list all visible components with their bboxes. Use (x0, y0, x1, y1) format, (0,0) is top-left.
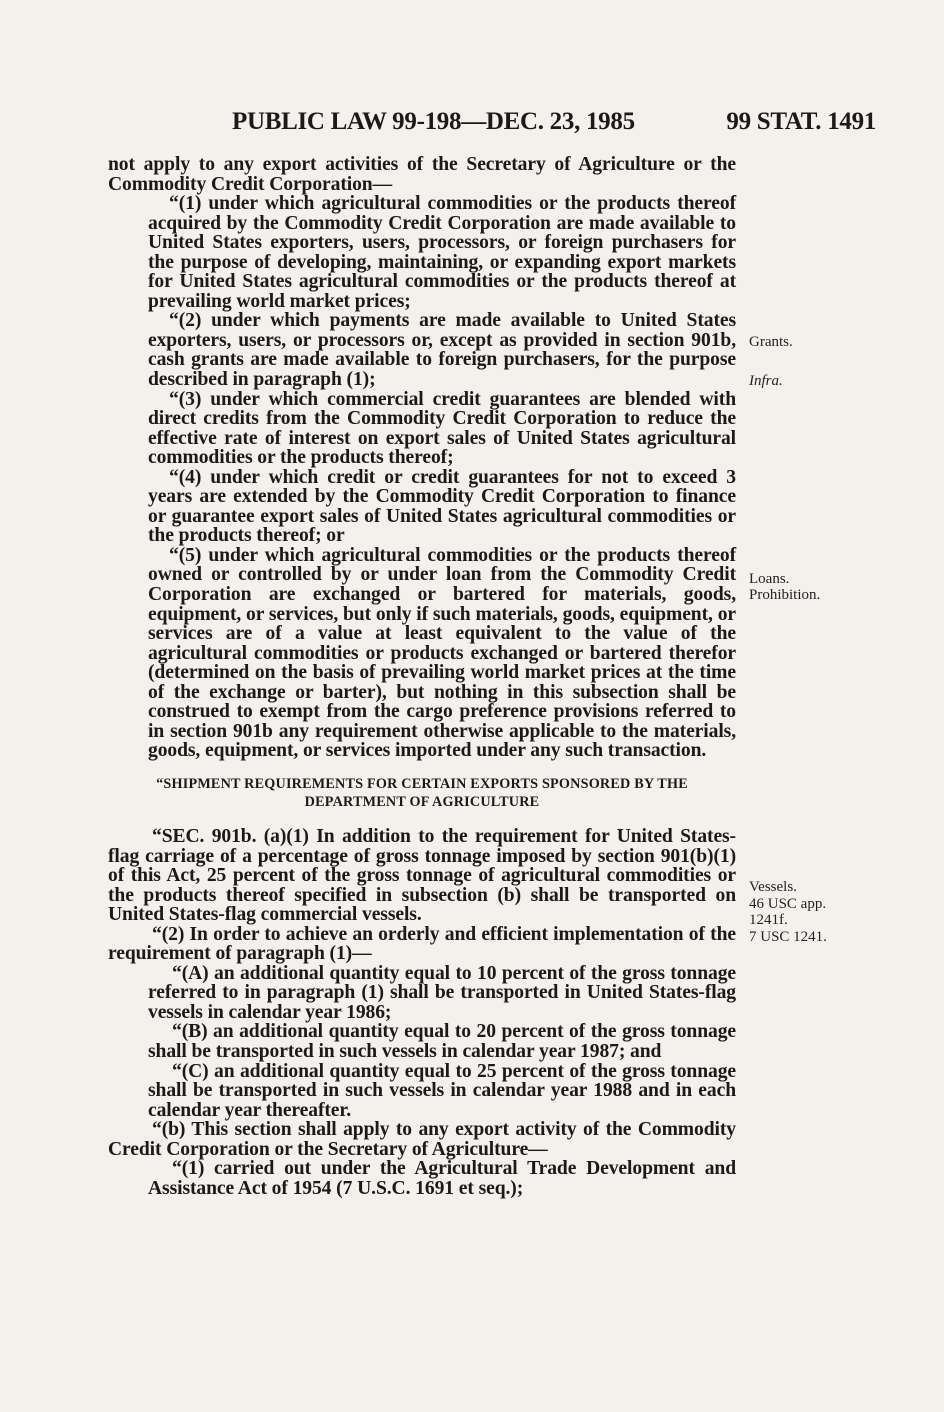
paragraph-1: “(1) under which agricultural commodities or the products thereof acquired by the Commodity Credit Corporation are made available to United States exporters, users, processors, or foreign purchasers for the purpose of developing, maintaining, or expanding export markets for United States agricultural commodities or the products thereof at prevailing world market prices; (148, 193, 736, 312)
margin-note-grants: Grants. (749, 334, 793, 350)
section-901b-a2: “(2) In order to achieve an orderly and efficient implementation of the requirement of paragraph (1)— (108, 923, 736, 965)
statute-page-number: 99 STAT. 1491 (726, 108, 876, 135)
margin-note-infra: Infra. (749, 373, 783, 389)
page-title: PUBLIC LAW 99-198—DEC. 23, 1985 (232, 108, 635, 135)
paragraph-3: “(3) under which commercial credit guarantees are blended with direct credits from the Commodity Credit Corporation to reduce the effective rate of interest on export sales of United States agricultural commodities or the products thereof; (148, 388, 736, 469)
margin-note-46-usc: 46 USC app. (749, 896, 827, 912)
paragraph-4: “(4) under which credit or credit guarantees for not to exceed 3 years are extended by the Commodity Credit Corporation to finance or guarantee export sales of United States agricultural commodities or the products thereof; or (148, 466, 736, 547)
subparagraph-a: “(A) an additional quantity equal to 10 percent of the gross tonnage referred to in paragraph (1) shall be transported in United States-flag vessels in calendar year 1986; (148, 962, 736, 1023)
margin-note-7-usc: 7 USC 1241. (749, 929, 827, 945)
margin-note-prohibition: Prohibition. (749, 587, 821, 603)
section-heading: “SHIPMENT REQUIREMENTS FOR CERTAIN EXPORTS SPONSORED BY THE DEPARTMENT OF AGRICULTURE (156, 775, 688, 810)
section-901b-b1: “(1) carried out under the Agricultural Trade Development and Assistance Act of 1954 (7 U.S.C. 1691 et seq.); (148, 1158, 736, 1199)
subparagraph-c: “(C) an additional quantity equal to 25 percent of the gross tonnage shall be transported in such vessels in calendar year 1988 and in each calendar year thereafter. (148, 1060, 736, 1121)
paragraph-2: “(2) under which payments are made available to United States exporters, users, or processors or, except as provided in section 901b, cash grants are made available to foreign purchasers, for the purpose described in paragraph (1); (148, 310, 736, 391)
page-header (108, 108, 878, 138)
paragraph-continuation: not apply to any export activities of the Secretary of Agriculture or the Commodity Credit Corporation— (108, 154, 736, 195)
paragraph-5: “(5) under which agricultural commodities or the products thereof owned or controlled by or under loan from the Commodity Credit Corporation are exchanged or bartered for materials, goods, equipment, or services, but only if such materials, goods, equipment, or services are of a value at least equivalent to the value of the agricultural commodities or products exchanged or bartered therefor (determined on the basis of prevailing world market prices at the time of the exchange or barter), but nothing in this subsection shall be construed to exempt from the cargo preference provisions referred to in section 901b any requirement otherwise applicable to the materials, goods, equipment, or services imported under any such transaction. (148, 544, 736, 762)
section-901b-b: “(b) This section shall apply to any export activity of the Commodity Credit Corporation or the Secretary of Agriculture— (108, 1119, 736, 1160)
margin-note-1241f: 1241f. (749, 912, 788, 928)
body-text (108, 155, 736, 1198)
section-901b-a1: “SEC. 901b. (a)(1) In addition to the requirement for United States-flag carriage of a percentage of gross tonnage imposed by section 901(b)(1) of this Act, 25 percent of the gross tonnage of agricultural commodities or the products thereof specified in subsection (b) shall be transported on United States-flag commercial vessels. (108, 825, 736, 926)
subparagraph-b: “(B) an additional quantity equal to 20 percent of the gross tonnage shall be transported in such vessels in calendar year 1987; and (148, 1021, 736, 1062)
margin-note-loans: Loans. (749, 571, 790, 587)
margin-note-vessels: Vessels. (749, 879, 797, 895)
